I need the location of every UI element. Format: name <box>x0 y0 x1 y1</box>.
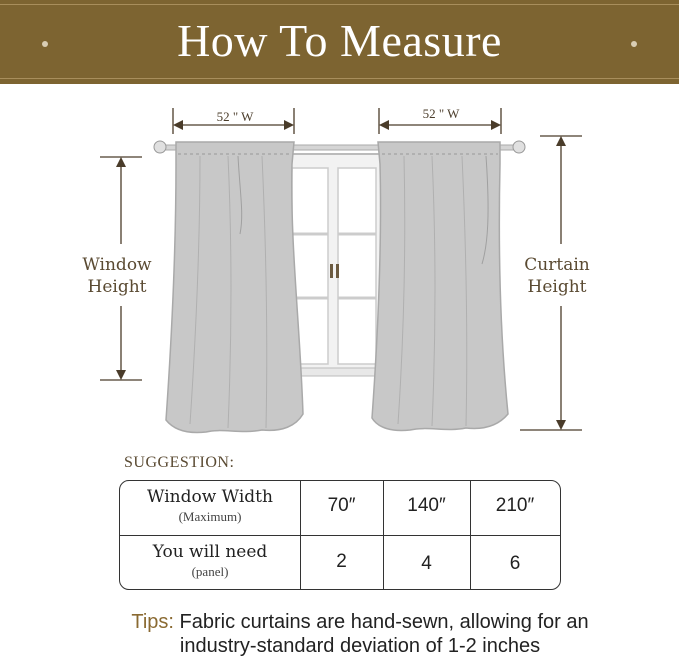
tips-line-1: Fabric curtains are hand-sewn, allowing for an <box>179 611 589 633</box>
curtain-height-label: Curtain Height <box>524 255 590 297</box>
banner-top-rule <box>0 4 679 5</box>
panels-value-3: 6 <box>509 553 521 574</box>
width-value-2: 140″ <box>407 495 446 516</box>
right-panel-width-label: 52 " W <box>422 106 460 121</box>
suggestion-title: SUGGESTION: <box>124 454 235 471</box>
left-curtain-panel <box>166 142 303 433</box>
suggestion-table <box>119 480 561 590</box>
tips-line-2: industry-standard deviation of 1-2 inches <box>179 635 541 657</box>
left-panel-width-label: 52 " W <box>216 109 254 124</box>
page-title: How To Measure <box>177 15 502 66</box>
header-banner <box>0 0 679 84</box>
banner-bottom-rule <box>0 78 679 79</box>
panels-value-2: 4 <box>421 553 432 574</box>
right-curtain-panel <box>372 142 508 431</box>
width-value-3: 210″ <box>495 495 535 516</box>
panels-needed-header: You will need (panel) <box>152 542 268 579</box>
window-height-label: Window Height <box>82 255 152 297</box>
panels-value-1: 2 <box>336 551 347 572</box>
tips-label: Tips: <box>131 611 174 633</box>
tips-note <box>60 610 660 658</box>
window-width-header: Window Width (Maximum) <box>147 487 273 524</box>
width-value-1: 70″ <box>327 495 356 516</box>
